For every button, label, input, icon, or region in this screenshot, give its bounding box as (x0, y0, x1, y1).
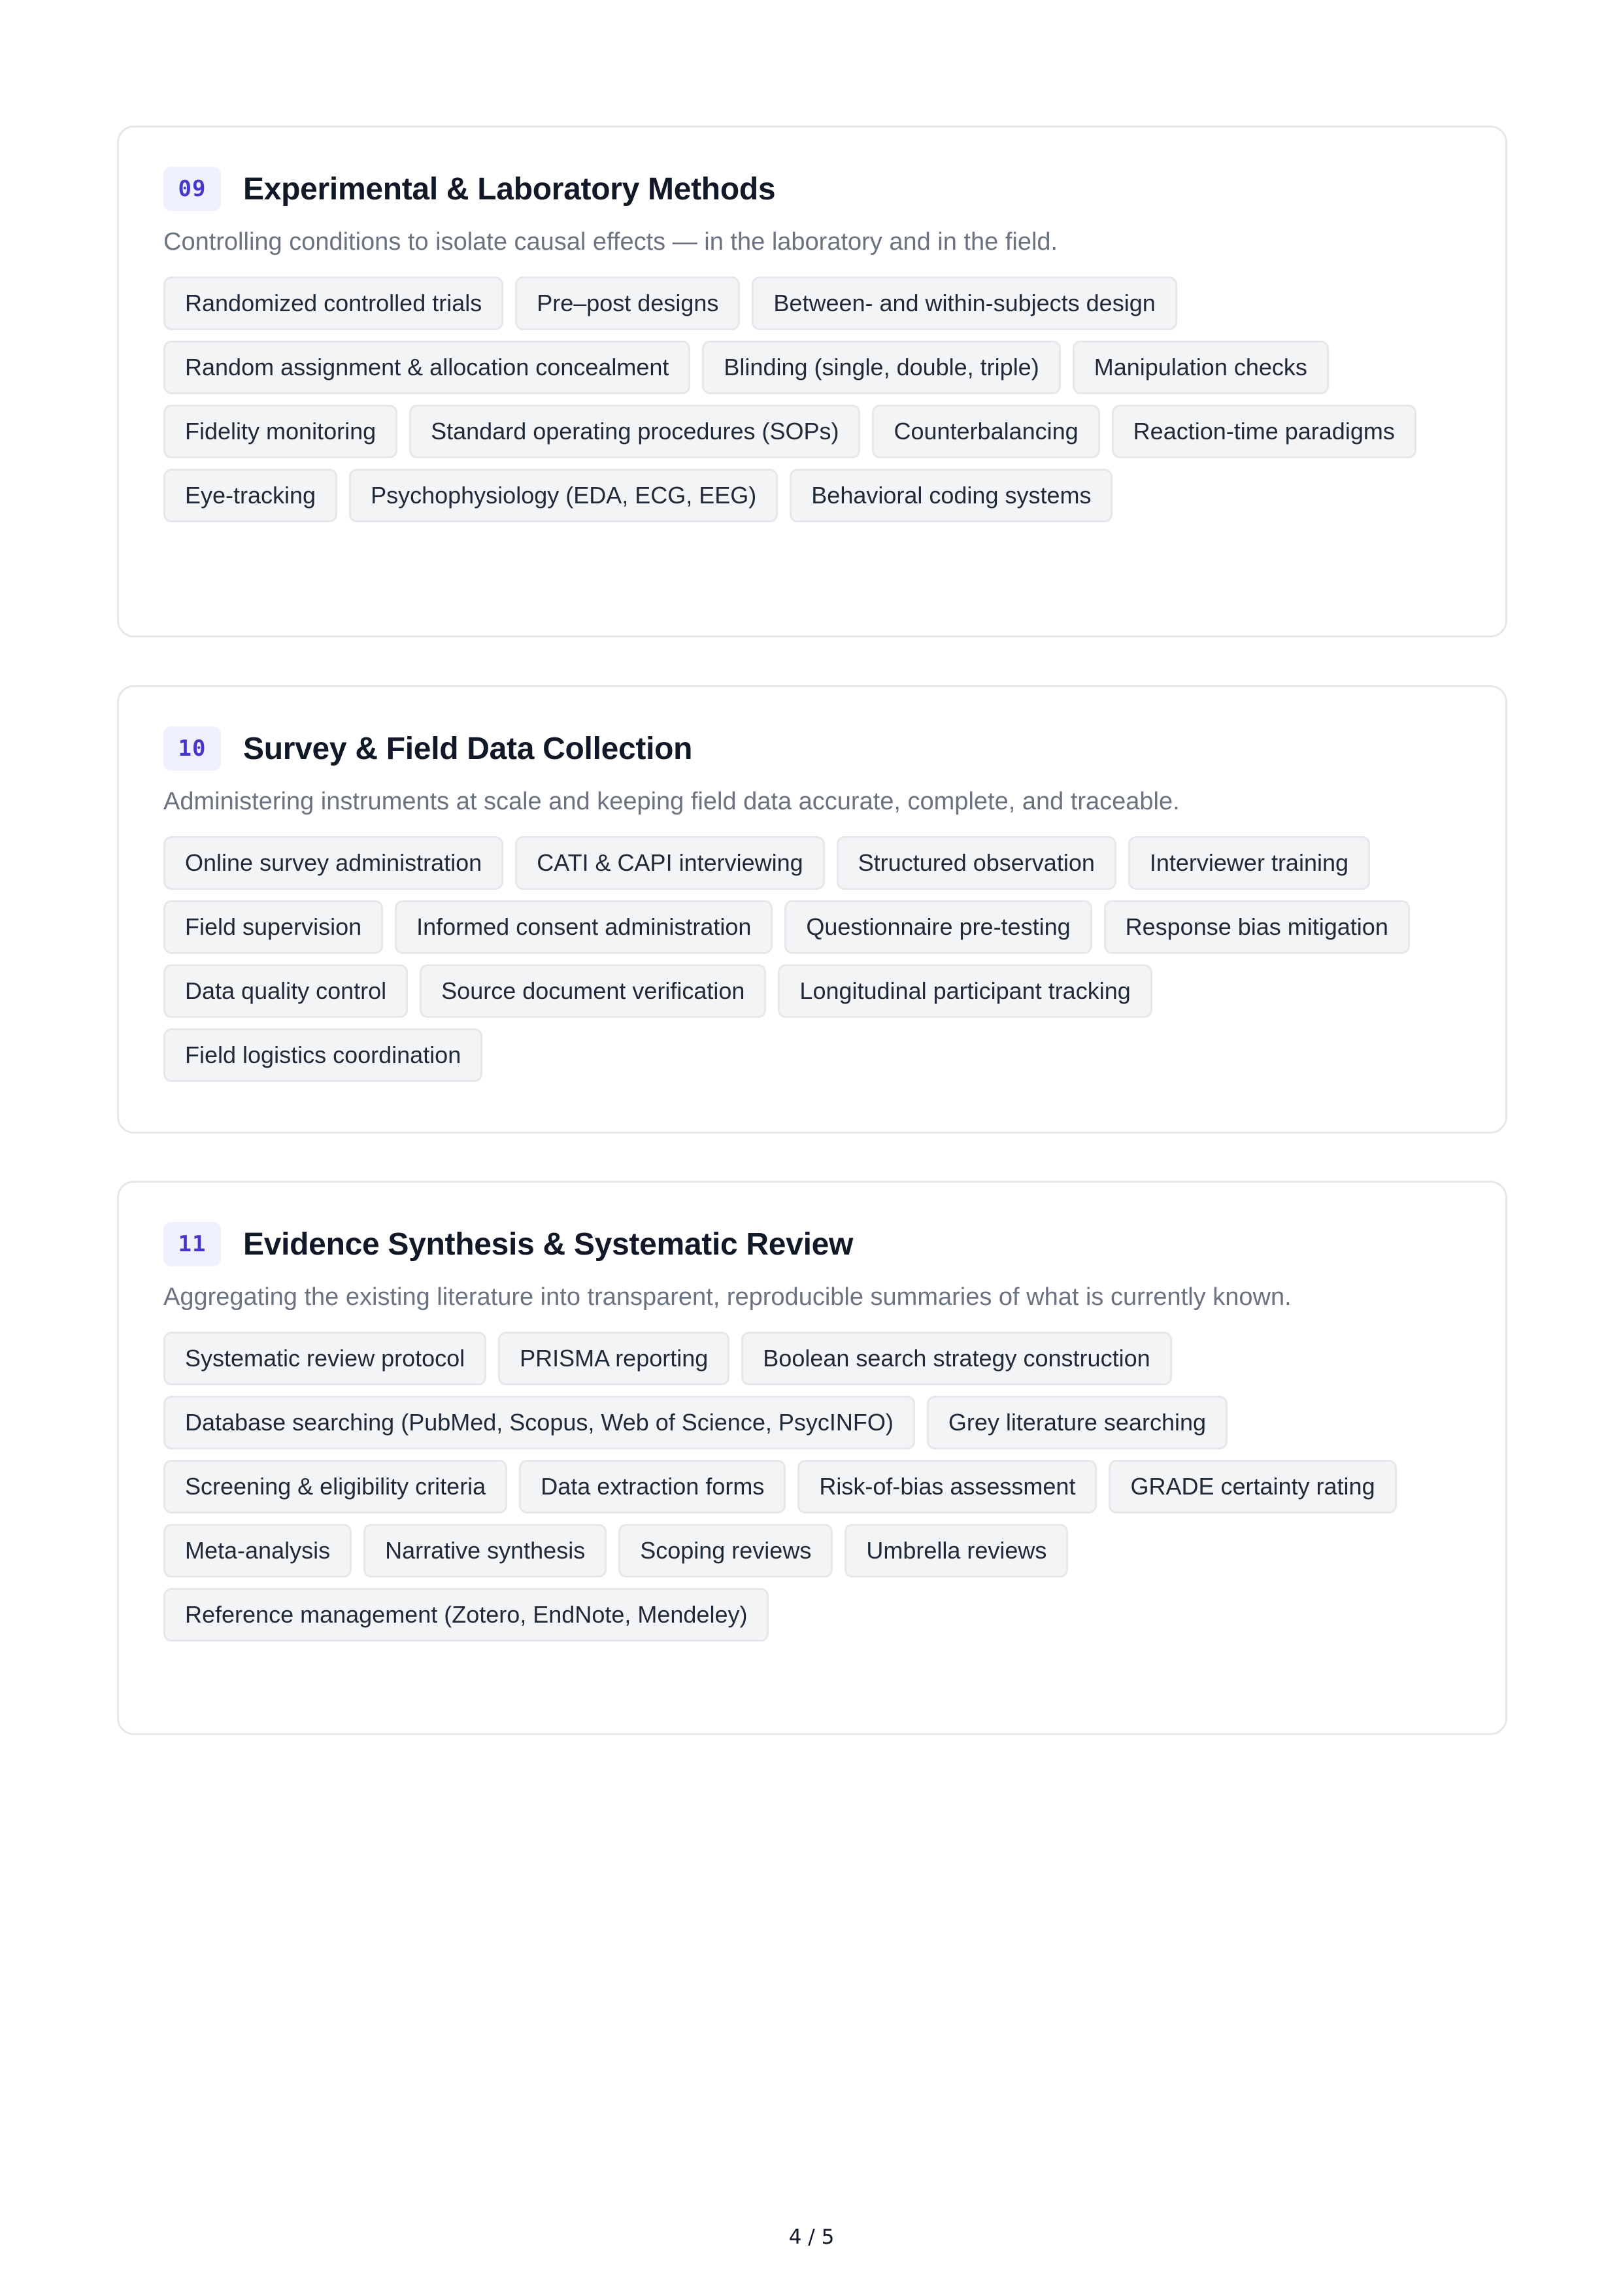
skill-tag: Narrative synthesis (363, 1524, 607, 1578)
skill-tag: Risk-of-bias assessment (797, 1460, 1097, 1513)
skill-tag: Boolean search strategy construction (741, 1332, 1171, 1385)
skill-tag: Database searching (PubMed, Scopus, Web of Science, PsycINFO) (163, 1396, 915, 1449)
skill-tag: Reaction-time paradigms (1112, 405, 1416, 458)
skill-tag: Grey literature searching (927, 1396, 1228, 1449)
skill-tag: Between- and within-subjects design (752, 277, 1177, 330)
skill-tag: Random assignment & allocation concealment (163, 341, 690, 394)
skill-tag: GRADE certainty rating (1109, 1460, 1396, 1513)
skill-tag: Field logistics coordination (163, 1028, 482, 1082)
section-header (163, 1221, 1462, 1268)
skill-tag: CATI & CAPI interviewing (515, 836, 824, 890)
section-description: Administering instruments at scale and keeping field data accurate, complete, and traceable. (163, 788, 1180, 815)
section-header (163, 725, 1462, 772)
skill-tag: Reference management (Zotero, EndNote, Mendeley) (163, 1588, 769, 1642)
skill-tag: Umbrella reviews (845, 1524, 1068, 1578)
skill-tag: Online survey administration (163, 836, 503, 890)
tag-list (163, 1332, 1462, 1642)
skill-tag: Screening & eligibility criteria (163, 1460, 507, 1513)
skill-tag: Psychophysiology (EDA, ECG, EEG) (349, 469, 778, 522)
skill-tag: Systematic review protocol (163, 1332, 486, 1385)
section-card (117, 1181, 1507, 1735)
section-header (163, 165, 1462, 212)
skill-tag: Data quality control (163, 964, 408, 1018)
skill-tag: Informed consent administration (395, 900, 773, 954)
section-description: Aggregating the existing literature into transparent, reproducible summaries of what is currently known. (163, 1283, 1292, 1311)
skill-tag: Counterbalancing (872, 405, 1099, 458)
skill-tag: Field supervision (163, 900, 383, 954)
skill-tag: Interviewer training (1128, 836, 1370, 890)
skill-tag: Behavioral coding systems (790, 469, 1113, 522)
skill-tag: Pre–post designs (515, 277, 740, 330)
skill-tag: Response bias mitigation (1104, 900, 1410, 954)
skill-tag: Standard operating procedures (SOPs) (409, 405, 860, 458)
skill-tag: Manipulation checks (1073, 341, 1329, 394)
section-number-badge: 10 (163, 726, 221, 771)
section-card (117, 126, 1507, 637)
section-description: Controlling conditions to isolate causal effects — in the laboratory and in the field. (163, 228, 1058, 256)
section-title: Survey & Field Data Collection (243, 731, 693, 766)
section-number-badge: 11 (163, 1222, 221, 1266)
skill-tag: Eye-tracking (163, 469, 337, 522)
page-number: 4 / 5 (788, 2225, 835, 2249)
skill-tag: Longitudinal participant tracking (778, 964, 1152, 1018)
section-title: Experimental & Laboratory Methods (243, 171, 776, 207)
skill-tag: Fidelity monitoring (163, 405, 397, 458)
skill-tag: PRISMA reporting (498, 1332, 729, 1385)
skill-tag: Structured observation (837, 836, 1116, 890)
section-number-badge: 09 (163, 167, 221, 211)
skill-tag: Blinding (single, double, triple) (702, 341, 1060, 394)
tag-list (163, 836, 1462, 1082)
skill-tag: Questionnaire pre-testing (784, 900, 1092, 954)
tag-list (163, 277, 1462, 522)
skill-tag: Randomized controlled trials (163, 277, 503, 330)
section-card (117, 685, 1507, 1134)
skill-tag: Scoping reviews (618, 1524, 833, 1578)
skill-tag: Data extraction forms (519, 1460, 786, 1513)
skill-tag: Meta-analysis (163, 1524, 352, 1578)
skill-tag: Source document verification (420, 964, 766, 1018)
section-title: Evidence Synthesis & Systematic Review (243, 1226, 854, 1262)
